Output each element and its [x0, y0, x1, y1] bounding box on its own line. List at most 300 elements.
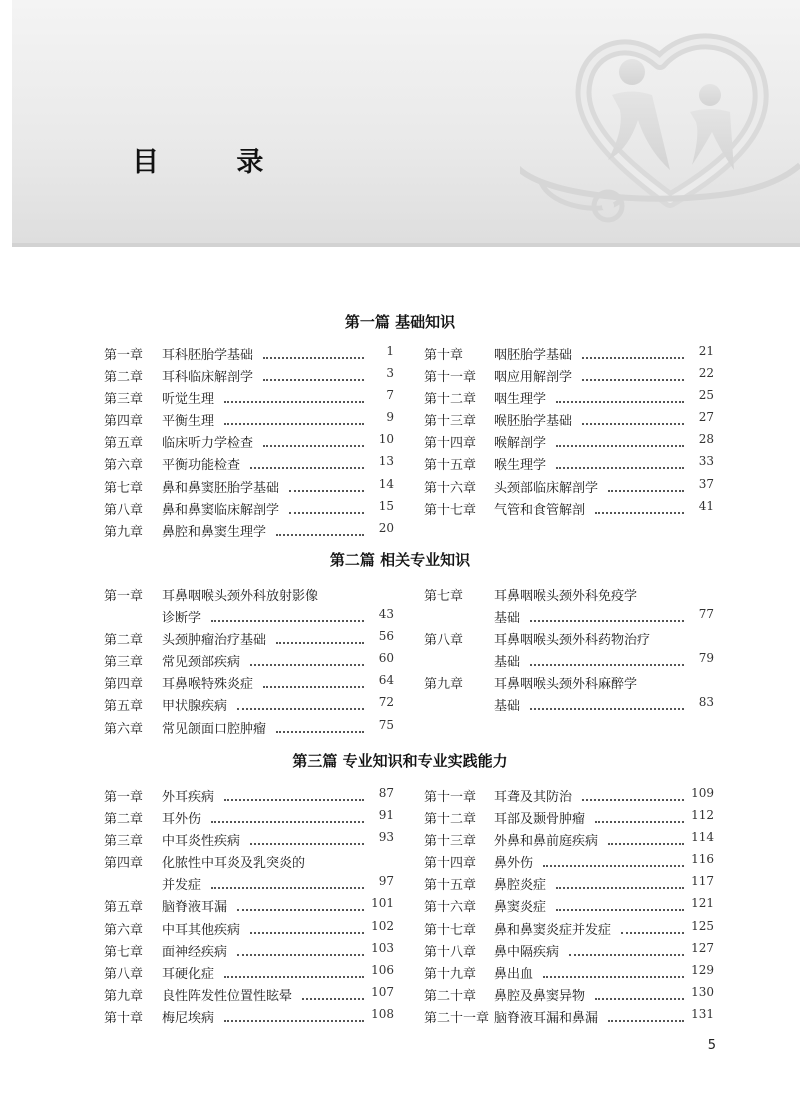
chapter-number: 第十四章 — [424, 856, 477, 872]
leader-dots — [224, 789, 364, 801]
page-ref: 20 — [378, 520, 394, 535]
toc-entry-line — [104, 874, 394, 896]
chapter-number: 第七章 — [104, 480, 144, 496]
page-ref: 14 — [378, 476, 394, 491]
chapter-number: 第十章 — [424, 348, 464, 363]
chapter-title: 耳科临床解剖学 — [162, 370, 254, 386]
page-ref: 21 — [698, 344, 714, 358]
leader-dots — [582, 347, 684, 359]
leader-dots — [276, 721, 364, 733]
leader-dots — [276, 632, 364, 644]
chapter-number: 第三章 — [104, 392, 144, 408]
toc-entry[interactable] — [104, 985, 394, 1007]
page-ref: 130 — [691, 984, 714, 999]
page-ref: 27 — [698, 410, 714, 425]
chapter-title: 耳鼻咽喉头颈外科免疫学 — [494, 589, 638, 604]
chapter-number: 第一章 — [104, 589, 144, 604]
chapter-title: 头颈肿瘤治疗基础 — [162, 633, 267, 649]
leader-dots — [608, 1010, 684, 1022]
chapter-title: 中耳炎性疾病 — [162, 834, 241, 850]
toc-entry[interactable] — [104, 454, 394, 476]
page-ref: 33 — [698, 454, 714, 469]
page-ref: 22 — [698, 366, 714, 381]
toc-entry-line — [424, 673, 714, 695]
toc-entry[interactable] — [424, 344, 714, 366]
leader-dots — [556, 877, 684, 889]
chapter-number: 第一章 — [104, 790, 144, 805]
toc-entry[interactable] — [424, 629, 714, 673]
leader-dots — [250, 654, 364, 666]
toc-entry[interactable] — [104, 673, 394, 695]
chapter-number: 第四章 — [104, 856, 144, 872]
page-ref: 10 — [378, 432, 394, 447]
chapter-number: 第十五章 — [424, 458, 477, 474]
page-ref: 125 — [691, 918, 714, 933]
chapter-title: 耳鼻咽喉头颈外科放射影像 — [162, 589, 319, 604]
page-ref: 3 — [386, 366, 394, 381]
leader-dots — [569, 944, 684, 956]
chapter-number: 第十章 — [104, 1010, 144, 1026]
chapter-number: 第十七章 — [424, 922, 477, 938]
toc-entry-line — [104, 852, 394, 874]
leader-dots — [211, 811, 364, 823]
chapter-title: 耳鼻咽喉头颈外科药物治疗 — [494, 633, 651, 649]
page-ref: 25 — [698, 388, 714, 403]
toc-entry[interactable] — [424, 919, 714, 941]
chapter-title: 鼻和鼻窦胚胎学基础 — [162, 480, 280, 496]
page-ref: 114 — [691, 830, 714, 845]
chapter-title: 鼻窦炎症 — [494, 900, 547, 916]
page-ref: 129 — [691, 962, 714, 977]
toc-entry[interactable] — [104, 651, 394, 673]
toc-entry[interactable] — [104, 695, 394, 717]
toc-entry[interactable] — [104, 410, 394, 432]
toc-entry-line — [424, 695, 714, 717]
chapter-title: 咽应用解剖学 — [494, 370, 573, 386]
chapter-title: 中耳其他疾病 — [162, 922, 241, 938]
page-ref: 101 — [371, 896, 394, 911]
chapter-title: 听觉生理 — [162, 392, 215, 408]
page-title: 目 录 — [132, 147, 298, 178]
toc-entry-line — [104, 344, 394, 366]
leader-dots — [595, 502, 684, 514]
leader-dots — [289, 480, 364, 492]
chapter-title: 甲状腺疾病 — [162, 699, 228, 715]
toc-entry[interactable] — [104, 919, 394, 941]
leader-dots — [556, 899, 684, 911]
leader-dots — [582, 413, 684, 425]
leader-dots — [263, 435, 364, 447]
page-ref: 109 — [691, 786, 714, 800]
leader-dots — [237, 899, 364, 911]
page-ref: 117 — [691, 874, 714, 889]
toc-entry[interactable] — [104, 432, 394, 454]
toc-entry-line — [424, 985, 714, 1007]
chapter-title: 面神经疾病 — [162, 944, 228, 960]
toc-entry-line — [424, 852, 714, 874]
leader-dots — [224, 391, 364, 403]
page-ref: 103 — [371, 940, 394, 955]
chapter-number: 第九章 — [424, 677, 464, 693]
chapter-title: 耳外伤 — [162, 812, 202, 828]
chapter-number: 第三章 — [104, 834, 144, 850]
toc-entry-line — [104, 673, 394, 695]
toc-entry[interactable] — [104, 963, 394, 985]
chapter-number: 第十六章 — [424, 900, 477, 916]
toc-entry-line — [424, 963, 714, 985]
toc-entry[interactable] — [104, 852, 394, 896]
leader-dots — [302, 988, 364, 1000]
part-heading: 第一篇 基础知识 — [344, 313, 456, 331]
chapter-number: 第十六章 — [424, 480, 477, 496]
chapter-number: 第十三章 — [424, 834, 477, 850]
toc-entry-line — [424, 786, 714, 808]
medical-family-logo-icon — [520, 0, 800, 247]
leader-dots — [250, 833, 364, 845]
chapter-number: 第六章 — [104, 458, 144, 474]
toc-entry[interactable] — [424, 1007, 714, 1029]
leader-dots — [530, 698, 684, 710]
toc-entry-line — [424, 432, 714, 454]
toc-column-right — [424, 585, 714, 718]
page-ref: 56 — [378, 629, 394, 644]
chapter-title: 鼻腔炎症 — [494, 878, 547, 894]
leader-dots — [595, 811, 684, 823]
page-ref: 107 — [371, 984, 394, 999]
toc-entry[interactable] — [104, 629, 394, 651]
leader-dots — [621, 922, 684, 934]
leader-dots — [530, 654, 684, 666]
chapter-number: 第八章 — [424, 633, 464, 649]
chapter-title: 诊断学 — [162, 611, 202, 627]
toc-column-left — [104, 585, 394, 740]
chapter-title: 喉胚胎学基础 — [494, 414, 573, 430]
page-ref: 15 — [378, 498, 394, 513]
chapter-title: 耳硬化症 — [162, 966, 215, 982]
chapter-number: 第六章 — [104, 922, 144, 938]
chapter-title: 咽生理学 — [494, 392, 547, 408]
chapter-title: 脑脊液耳漏 — [162, 900, 228, 916]
leader-dots — [224, 1010, 364, 1022]
chapter-title: 鼻中隔疾病 — [494, 944, 560, 960]
chapter-title: 临床听力学检查 — [162, 436, 254, 452]
toc-entry-line — [104, 432, 394, 454]
toc-entry[interactable] — [424, 874, 714, 896]
toc-entry[interactable] — [424, 388, 714, 410]
leader-dots — [556, 391, 684, 403]
chapter-number: 第十二章 — [424, 392, 477, 408]
chapter-title: 鼻和鼻窦临床解剖学 — [162, 502, 280, 518]
chapter-title: 基础 — [494, 611, 521, 627]
chapter-number: 第十二章 — [424, 812, 477, 828]
page-ref: 37 — [698, 476, 714, 491]
chapter-title: 耳部及颞骨肿瘤 — [494, 812, 586, 828]
toc-entry[interactable] — [104, 585, 394, 629]
toc-entry[interactable] — [424, 941, 714, 963]
page-ref: 102 — [371, 918, 394, 933]
toc-entry[interactable] — [424, 585, 714, 629]
toc-column-left — [104, 786, 394, 1029]
toc-entry[interactable] — [104, 499, 394, 521]
page-ref: 60 — [378, 651, 394, 666]
toc-entry-line — [104, 477, 394, 499]
page-ref: 108 — [371, 1006, 394, 1021]
page-ref: 116 — [691, 852, 714, 867]
chapter-title: 耳鼻喉特殊炎症 — [162, 677, 254, 693]
toc-entry-line — [104, 808, 394, 830]
toc-entry-line — [424, 410, 714, 432]
part-heading: 第二篇 相关专业知识 — [329, 551, 471, 569]
toc-entry[interactable] — [424, 963, 714, 985]
toc-entry-line — [104, 830, 394, 852]
chapter-title: 耳鼻咽喉头颈外科麻醉学 — [494, 677, 638, 693]
leader-dots — [224, 413, 364, 425]
toc-entry-line — [104, 1007, 394, 1029]
chapter-number: 第五章 — [104, 900, 144, 916]
chapter-title: 鼻腔和鼻窦生理学 — [162, 524, 267, 540]
chapter-number: 第十四章 — [424, 436, 477, 452]
chapter-title: 喉生理学 — [494, 458, 547, 474]
toc-entry[interactable] — [424, 499, 714, 521]
leader-dots — [608, 480, 684, 492]
chapter-number: 第十九章 — [424, 966, 477, 982]
toc-entry-line — [104, 963, 394, 985]
toc-entry-line — [104, 651, 394, 673]
chapter-number: 第二十章 — [424, 988, 477, 1004]
toc-column-right — [424, 786, 714, 1029]
page-ref: 121 — [691, 896, 714, 911]
toc-entry[interactable] — [424, 410, 714, 432]
toc-entry[interactable] — [104, 808, 394, 830]
page-ref: 28 — [698, 432, 714, 447]
toc-entry-line — [104, 366, 394, 388]
toc-entry[interactable] — [104, 1007, 394, 1029]
leader-dots — [276, 524, 364, 536]
chapter-number: 第七章 — [424, 589, 464, 604]
toc-entry[interactable] — [104, 366, 394, 388]
toc-entry[interactable] — [424, 432, 714, 454]
toc-entry[interactable] — [104, 477, 394, 499]
page-ref: 1 — [386, 344, 394, 358]
chapter-number: 第一章 — [104, 348, 144, 363]
chapter-number: 第八章 — [104, 966, 144, 982]
leader-dots — [289, 502, 364, 514]
leader-dots — [543, 966, 684, 978]
toc-entry-line — [424, 919, 714, 941]
toc-entry-line — [424, 830, 714, 852]
chapter-number: 第七章 — [104, 944, 144, 960]
leader-dots — [530, 610, 684, 622]
page-ref: 64 — [378, 673, 394, 688]
chapter-number: 第二章 — [104, 633, 144, 649]
toc-entry-line — [104, 718, 394, 740]
leader-dots — [263, 676, 364, 688]
page-ref: 77 — [698, 607, 714, 622]
page-ref: 43 — [378, 607, 394, 622]
chapter-title: 平衡功能检查 — [162, 458, 241, 474]
chapter-number: 第六章 — [104, 721, 144, 737]
header-banner — [12, 0, 800, 247]
toc-entry[interactable] — [424, 852, 714, 874]
toc-entry[interactable] — [104, 344, 394, 366]
page-ref: 93 — [378, 830, 394, 845]
toc-entry-line — [424, 1007, 714, 1029]
leader-dots — [556, 457, 684, 469]
page-ref: 106 — [371, 962, 394, 977]
chapter-number: 第二章 — [104, 370, 144, 386]
leader-dots — [582, 789, 684, 801]
toc-entry-line — [104, 695, 394, 717]
chapter-title: 外耳疾病 — [162, 790, 215, 805]
page-ref: 83 — [698, 695, 714, 710]
toc-entry-line — [424, 477, 714, 499]
leader-dots — [608, 833, 684, 845]
toc-entry-line — [424, 896, 714, 918]
chapter-title: 平衡生理 — [162, 414, 215, 430]
chapter-number: 第二十一章 — [424, 1010, 490, 1026]
chapter-title: 耳聋及其防治 — [494, 790, 573, 805]
toc-entry[interactable] — [104, 521, 394, 543]
chapter-title: 外鼻和鼻前庭疾病 — [494, 834, 599, 850]
chapter-number: 第十一章 — [424, 790, 477, 805]
chapter-number: 第五章 — [104, 436, 144, 452]
chapter-number: 第九章 — [104, 524, 144, 540]
chapter-title: 基础 — [494, 699, 521, 715]
page-ref: 127 — [691, 940, 714, 955]
toc-entry-line — [104, 985, 394, 1007]
leader-dots — [237, 698, 364, 710]
leader-dots — [211, 877, 364, 889]
chapter-number: 第四章 — [104, 414, 144, 430]
leader-dots — [237, 944, 364, 956]
chapter-title: 化脓性中耳炎及乳突炎的 — [162, 856, 306, 872]
toc-entry[interactable] — [104, 786, 394, 808]
toc-column-right — [424, 344, 714, 521]
chapter-number: 第五章 — [104, 699, 144, 715]
page-ref: 87 — [378, 786, 394, 800]
toc-entry-line — [424, 344, 714, 366]
chapter-title: 头颈部临床解剖学 — [494, 480, 599, 496]
toc-entry[interactable] — [104, 718, 394, 740]
chapter-number: 第四章 — [104, 677, 144, 693]
chapter-number: 第十八章 — [424, 944, 477, 960]
toc-entry[interactable] — [424, 896, 714, 918]
page-ref: 9 — [386, 410, 394, 425]
leader-dots — [582, 369, 684, 381]
page-ref: 41 — [698, 498, 714, 513]
toc-entry-line — [424, 874, 714, 896]
leader-dots — [250, 922, 364, 934]
page-ref: 7 — [386, 388, 394, 403]
page-number: 5 — [707, 1038, 716, 1053]
chapter-number: 第九章 — [104, 988, 144, 1004]
leader-dots — [556, 435, 684, 447]
chapter-title: 耳科胚胎学基础 — [162, 348, 254, 363]
toc-entry-line — [424, 388, 714, 410]
toc-entry[interactable] — [424, 477, 714, 499]
toc-entry[interactable] — [104, 830, 394, 852]
toc-entry-line — [104, 607, 394, 629]
leader-dots — [263, 347, 364, 359]
chapter-title: 鼻外伤 — [494, 856, 534, 872]
chapter-title: 并发症 — [162, 878, 202, 894]
chapter-title: 气管和食管解剖 — [494, 502, 586, 518]
chapter-number: 第十三章 — [424, 414, 477, 430]
toc-entry-line — [424, 941, 714, 963]
leader-dots — [263, 369, 364, 381]
toc-entry-line — [104, 629, 394, 651]
page-ref: 13 — [378, 454, 394, 469]
chapter-title: 常见颈部疾病 — [162, 655, 241, 671]
toc-entry-line — [424, 651, 714, 673]
toc-entry-line — [424, 366, 714, 388]
toc-entry[interactable] — [424, 786, 714, 808]
chapter-number: 第八章 — [104, 502, 144, 518]
chapter-title: 鼻腔及鼻窦异物 — [494, 988, 586, 1004]
leader-dots — [224, 966, 364, 978]
leader-dots — [211, 610, 364, 622]
page-ref: 131 — [691, 1006, 714, 1021]
page-ref: 91 — [378, 808, 394, 823]
toc-entry-line — [104, 410, 394, 432]
toc-entry[interactable] — [104, 388, 394, 410]
toc-entry[interactable] — [424, 830, 714, 852]
leader-dots — [250, 457, 364, 469]
toc-entry-line — [424, 499, 714, 521]
leader-dots — [543, 855, 684, 867]
toc-entry-line — [424, 585, 714, 607]
chapter-number: 第十一章 — [424, 370, 477, 386]
toc-entry[interactable] — [424, 673, 714, 717]
page-ref: 79 — [698, 651, 714, 666]
page-ref: 75 — [378, 717, 394, 732]
chapter-title: 鼻和鼻窦炎症并发症 — [494, 922, 612, 938]
chapter-title: 咽胚胎学基础 — [494, 348, 573, 363]
page-ref: 112 — [691, 808, 714, 823]
page-ref: 97 — [378, 874, 394, 889]
toc-entry-line — [104, 786, 394, 808]
chapter-title: 喉解剖学 — [494, 436, 547, 452]
toc-entry[interactable] — [424, 985, 714, 1007]
chapter-number: 第二章 — [104, 812, 144, 828]
chapter-title: 常见颌面口腔肿瘤 — [162, 721, 267, 737]
toc-entry-line — [104, 388, 394, 410]
chapter-title: 基础 — [494, 655, 521, 671]
page-ref: 72 — [378, 695, 394, 710]
toc-entry-line — [424, 629, 714, 651]
part-heading: 第三篇 专业知识和专业实践能力 — [292, 752, 508, 770]
toc-entry[interactable] — [424, 366, 714, 388]
chapter-title: 鼻出血 — [494, 966, 534, 982]
toc-entry-line — [104, 896, 394, 918]
toc-entry[interactable] — [104, 896, 394, 918]
toc-entry[interactable] — [424, 454, 714, 476]
toc-entry-line — [104, 521, 394, 543]
toc-entry-line — [104, 919, 394, 941]
toc-entry[interactable] — [104, 941, 394, 963]
toc-entry[interactable] — [424, 808, 714, 830]
chapter-number: 第十五章 — [424, 878, 477, 894]
toc-entry-line — [104, 454, 394, 476]
toc-entry-line — [104, 499, 394, 521]
toc-entry-line — [104, 941, 394, 963]
toc-entry-line — [424, 454, 714, 476]
toc-entry-line — [424, 808, 714, 830]
leader-dots — [595, 988, 684, 1000]
chapter-number: 第十七章 — [424, 502, 477, 518]
toc-entry-line — [424, 607, 714, 629]
chapter-title: 脑脊液耳漏和鼻漏 — [494, 1010, 599, 1026]
